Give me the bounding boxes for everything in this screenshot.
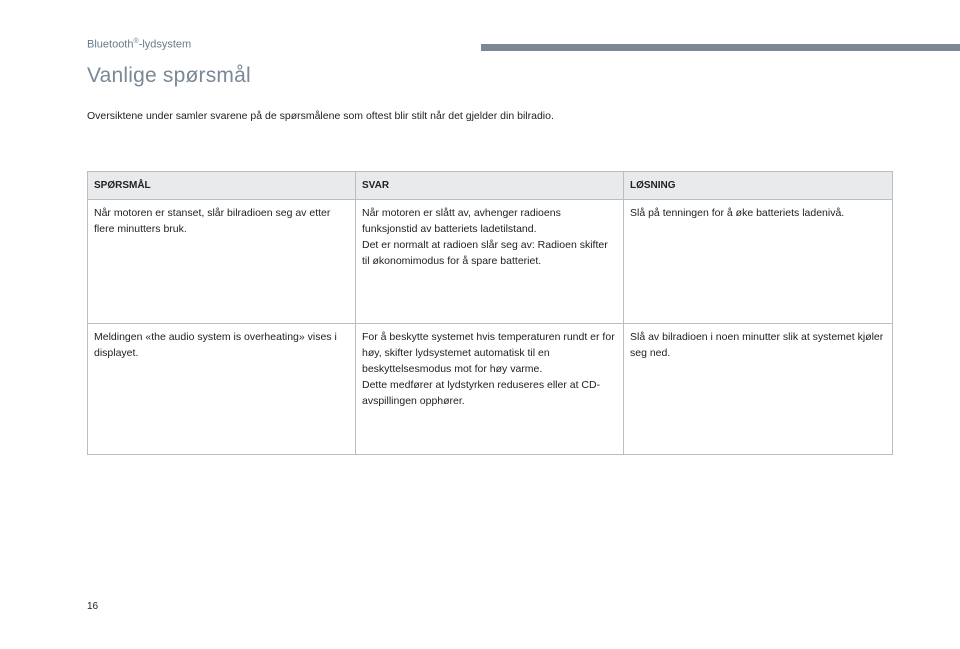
page-title: Vanlige spørsmål bbox=[87, 64, 251, 87]
answer-line: Dette medfører at lydstyrken reduseres eller at CD-avspillingen opphører. bbox=[362, 379, 601, 407]
section-header-suffix: -lydsystem bbox=[138, 38, 192, 51]
answer-cell bbox=[356, 200, 624, 324]
answer-cell bbox=[356, 324, 624, 455]
table-row bbox=[88, 324, 893, 455]
column-header-question: SPØRSMÅL bbox=[88, 172, 356, 200]
answer-line: Når motoren er slått av, avhenger radioens funksjonstid av batteriets ladetilstand. bbox=[362, 207, 561, 235]
answer-line: Det er normalt at radioen slår seg av: Radioen skifter til økonomimodus for å spare batteriet. bbox=[362, 239, 608, 267]
question-cell: Meldingen «the audio system is overheating» vises i displayet. bbox=[88, 324, 356, 455]
answer-line: For å beskytte systemet hvis temperaturen rundt er for høy, skifter lydsystemet automatisk til en beskyttelsesmodus mot for høy varme. bbox=[362, 331, 615, 375]
question-cell: Når motoren er stanset, slår bilradioen seg av etter flere minutters bruk. bbox=[88, 200, 356, 324]
solution-cell: Slå på tenningen for å øke batteriets ladenivå. bbox=[624, 200, 893, 324]
solution-cell: Slå av bilradioen i noen minutter slik at systemet kjøler seg ned. bbox=[624, 324, 893, 455]
header-bar bbox=[481, 44, 960, 51]
section-header bbox=[87, 38, 191, 51]
registered-mark: ® bbox=[133, 38, 139, 45]
page-number: 16 bbox=[87, 601, 99, 612]
column-header-solution: LØSNING bbox=[624, 172, 893, 200]
table-row bbox=[88, 200, 893, 324]
section-header-prefix: Bluetooth bbox=[87, 38, 134, 51]
table-header-row bbox=[88, 172, 893, 200]
intro-text: Oversiktene under samler svarene på de spørsmålene som oftest blir stilt når det gjelder din bilradio. bbox=[87, 110, 554, 122]
column-header-answer: SVAR bbox=[356, 172, 624, 200]
faq-table bbox=[87, 171, 893, 455]
